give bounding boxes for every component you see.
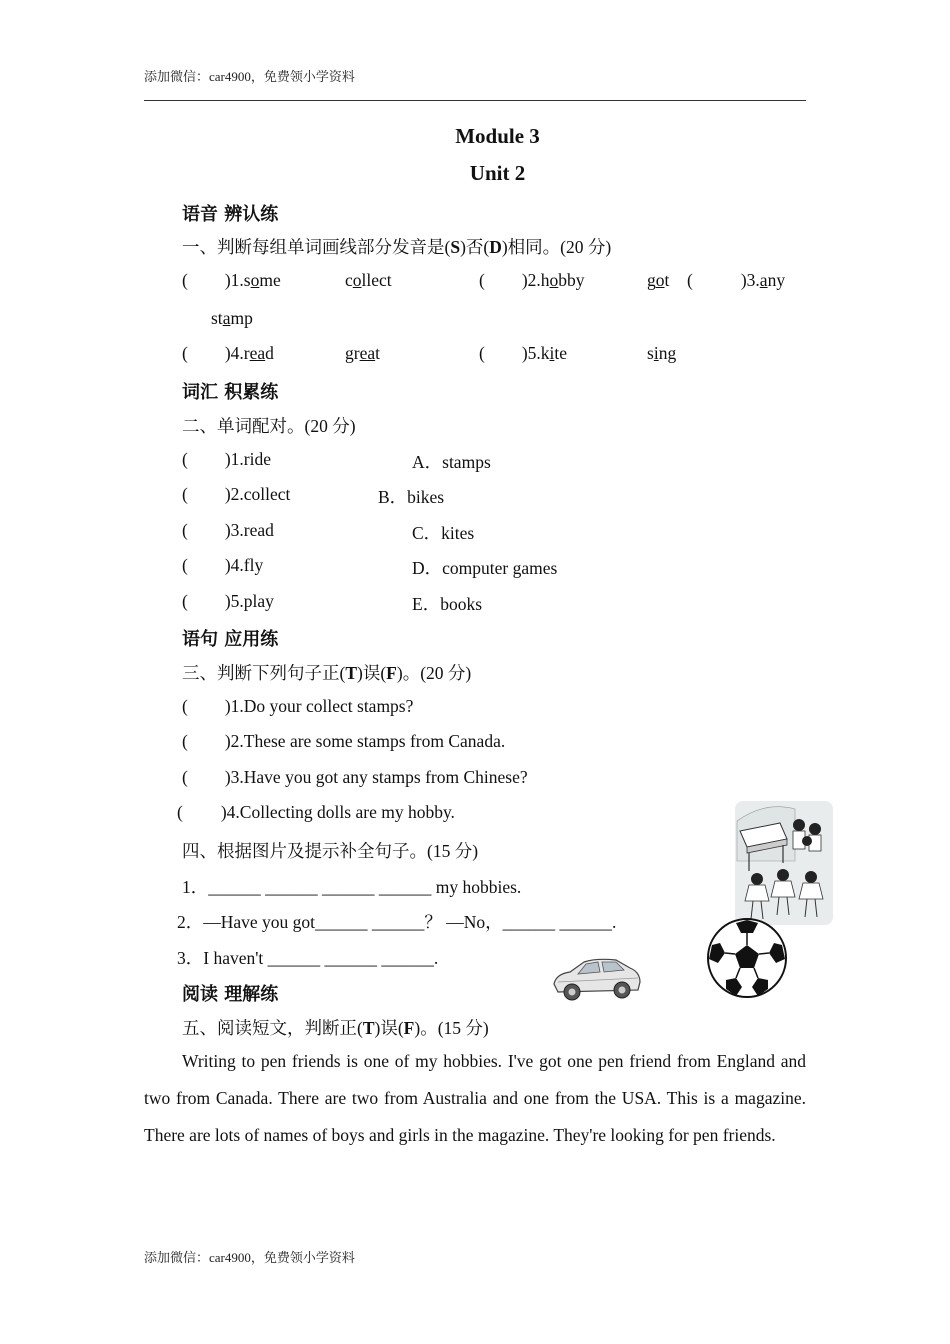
q2-left-4: ( )4.fly bbox=[182, 555, 264, 575]
q4-item-1: 1．______ ______ ______ ______ my hobbies. bbox=[182, 877, 522, 897]
q3-item-1: ( )1.Do your collect stamps? bbox=[182, 696, 414, 716]
toy-car-illustration bbox=[550, 954, 644, 1004]
q1-item-2: ( )2.hobby bbox=[479, 270, 585, 290]
football-illustration bbox=[706, 917, 788, 999]
module-title: Module 3 bbox=[455, 124, 540, 148]
question-5-title: 五、阅读短文，判断正(T)误(F)。(15 分) bbox=[182, 1018, 489, 1038]
q2-right-a: A．stamps bbox=[412, 452, 491, 472]
q2-left-1: ( )1.ride bbox=[182, 449, 271, 469]
q1-item-5-word-b: sing bbox=[647, 343, 677, 363]
header-rule bbox=[144, 100, 806, 101]
q1-item-3: ( )3.any bbox=[687, 270, 786, 290]
question-3-title: 三、判断下列句子正(T)误(F)。(20 分) bbox=[182, 663, 472, 683]
q2-left-3: ( )3.read bbox=[182, 520, 274, 540]
q3-item-4: ( )4.Collecting dolls are my hobby. bbox=[177, 802, 455, 822]
q1-item-5: ( )5.kite bbox=[479, 343, 568, 363]
children-playing-illustration bbox=[735, 801, 833, 925]
section-pronunciation: 语音 辨认练 bbox=[182, 204, 279, 225]
q2-right-c: C．kites bbox=[412, 523, 475, 543]
q1-item-4: ( )4.read bbox=[182, 343, 274, 363]
q1-item-3-word-b: stamp bbox=[211, 308, 253, 328]
question-4-title: 四、根据图片及提示补全句子。(15 分) bbox=[182, 841, 479, 861]
q2-right-e: E．books bbox=[412, 594, 482, 614]
question-1-title: 一、判断每组单词画线部分发音是(S)否(D)相同。(20 分) bbox=[182, 237, 612, 257]
q3-item-2: ( )2.These are some stamps from Canada. bbox=[182, 731, 506, 751]
q1-item-4-word-b: great bbox=[345, 343, 380, 363]
section-reading: 阅读 理解练 bbox=[182, 984, 279, 1005]
q1-item-1-word-b: collect bbox=[345, 270, 392, 290]
q2-left-5: ( )5.play bbox=[182, 591, 274, 611]
reading-passage bbox=[144, 1043, 806, 1154]
section-vocabulary: 词汇 积累练 bbox=[182, 382, 279, 403]
q2-left-2: ( )2.collect bbox=[182, 484, 291, 504]
q4-item-2: 2．—Have you got______ ______？ —No，______ ______. bbox=[177, 912, 617, 932]
reading-passage-text: Writing to pen friends is one of my hobbies. I've got one pen friend from England and two from Canada. There are two from Australia and one from the USA. This is a magazine. There are lots of names of boys and girls in the magazine. They're looking for pen friends. bbox=[144, 1051, 806, 1145]
question-2-title: 二、单词配对。(20 分) bbox=[182, 416, 356, 436]
q4-item-3: 3．I haven't ______ ______ ______. bbox=[177, 948, 439, 968]
q3-item-3: ( )3.Have you got any stamps from Chinese? bbox=[182, 767, 528, 787]
section-sentences: 语句 应用练 bbox=[182, 629, 279, 650]
q2-right-b: B．bikes bbox=[378, 487, 445, 507]
page-footer: 添加微信：car4900，免费领小学资料 bbox=[144, 1250, 355, 1265]
unit-title: Unit 2 bbox=[469, 161, 526, 185]
page-header: 添加微信：car4900，免费领小学资料 bbox=[144, 69, 355, 84]
q1-item-2-word-b: got bbox=[647, 270, 670, 290]
q1-item-1: ( )1.some bbox=[182, 270, 281, 290]
q2-right-d: D．computer games bbox=[412, 558, 558, 578]
